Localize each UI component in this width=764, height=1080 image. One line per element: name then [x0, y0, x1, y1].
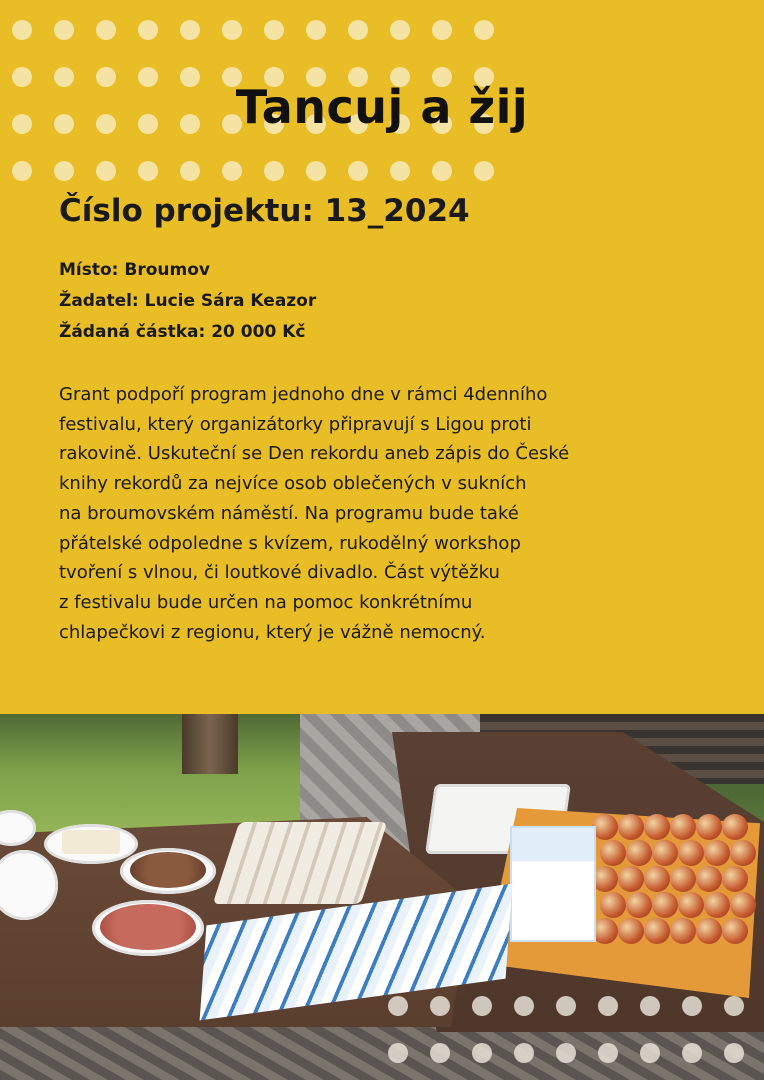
decorative-dot: [138, 161, 158, 181]
decorative-dot: [432, 161, 452, 181]
decorative-dot: [430, 996, 450, 1016]
decorative-dot: [138, 20, 158, 40]
photo-apple: [722, 918, 748, 944]
photo-apple: [618, 918, 644, 944]
photo-apple: [704, 892, 730, 918]
decorative-dot: [12, 20, 32, 40]
photo-cheese: [62, 830, 120, 854]
description-line: tvoření s vlnou, či loutkové divadlo. Část výtěžku: [59, 562, 500, 584]
decorative-dot: [682, 1043, 702, 1063]
photo-apple: [670, 814, 696, 840]
description-line: na broumovském náměstí. Na programu bude také: [59, 502, 519, 524]
project-meta: [59, 255, 316, 348]
decorative-dot: [222, 20, 242, 40]
decorative-dot: [96, 20, 116, 40]
decorative-dot: [724, 1043, 744, 1063]
decorative-dot: [472, 1043, 492, 1063]
decorative-dot: [640, 1043, 660, 1063]
photo-apple: [644, 814, 670, 840]
photo-apple: [600, 892, 626, 918]
project-description: [59, 380, 719, 647]
photo-apple: [652, 840, 678, 866]
description-line: knihy rekordů za nejvíce osob oblečených v sukních: [59, 473, 527, 495]
photo-apple: [678, 892, 704, 918]
decorative-dot: [54, 161, 74, 181]
decorative-dot: [390, 161, 410, 181]
photo-apple: [696, 866, 722, 892]
photo-apple: [722, 814, 748, 840]
photo-flyer-sign: [510, 826, 596, 942]
decorative-dot: [180, 20, 200, 40]
photo-apple: [644, 866, 670, 892]
photo-apple: [626, 892, 652, 918]
photo-apple: [670, 866, 696, 892]
photo-apple: [600, 840, 626, 866]
project-number: Číslo projektu: 13_2024: [59, 193, 470, 229]
photo-apple: [730, 840, 756, 866]
decorative-dot: [348, 161, 368, 181]
photo-apple: [696, 814, 722, 840]
event-photo: [0, 714, 764, 1080]
decorative-dot: [640, 996, 660, 1016]
decorative-dot: [390, 20, 410, 40]
photo-apple: [618, 866, 644, 892]
decorative-dot: [180, 161, 200, 181]
photo-apple: [670, 918, 696, 944]
meta-applicant: Žadatel: Lucie Sára Keazor: [59, 291, 317, 311]
description-line: z festivalu bude určen na pomoc konkrétnímu: [59, 591, 473, 613]
decorative-dot: [598, 996, 618, 1016]
decorative-dot: [306, 20, 326, 40]
decorative-dot: [432, 20, 452, 40]
decorative-dot: [472, 996, 492, 1016]
decorative-dot: [556, 996, 576, 1016]
decorative-dot: [556, 1043, 576, 1063]
decorative-dot: [54, 20, 74, 40]
decorative-dot: [724, 996, 744, 1016]
photo-apple: [696, 918, 722, 944]
photo-apple: [704, 840, 730, 866]
decorative-dot: [430, 1043, 450, 1063]
decorative-dot: [514, 1043, 534, 1063]
photo-apple: [618, 814, 644, 840]
meta-place: Místo: Broumov: [59, 260, 210, 280]
description-line: festivalu, který organizátorky připravují s Ligou proti: [59, 413, 532, 435]
decorative-dot: [474, 161, 494, 181]
photo-apple: [644, 918, 670, 944]
page-title: Tancuj a žij: [235, 80, 529, 134]
description-line: Grant podpoří program jednoho dne v rámci 4denního: [59, 384, 548, 405]
decorative-dot: [388, 996, 408, 1016]
decorative-dot: [222, 161, 242, 181]
photo-meat: [130, 852, 206, 888]
decorative-dot: [264, 161, 284, 181]
decorative-dot: [264, 20, 284, 40]
photo-apple: [722, 866, 748, 892]
decorative-dot: [12, 161, 32, 181]
decorative-dot: [388, 1043, 408, 1063]
photo-apple: [626, 840, 652, 866]
description-line: chlapečkovi z regionu, který je vážně nemocný.: [59, 621, 486, 643]
photo-dessert-glasses: [213, 822, 388, 904]
decorative-dot: [474, 20, 494, 40]
decorative-dot: [682, 996, 702, 1016]
photo-tree-trunk: [182, 714, 238, 774]
decorative-dot: [598, 1043, 618, 1063]
meta-amount: Žádaná částka: 20 000 Kč: [59, 322, 306, 342]
photo-salami: [100, 904, 196, 950]
photo-apple: [652, 892, 678, 918]
description-line: rakovině. Uskuteční se Den rekordu aneb zápis do České: [59, 443, 570, 465]
description-line: přátelské odpoledne s kvízem, rukodělný workshop: [59, 532, 521, 554]
decorative-dot: [96, 161, 116, 181]
decorative-dot: [348, 20, 368, 40]
decorative-dot: [514, 996, 534, 1016]
decorative-dot: [306, 161, 326, 181]
photo-apple: [678, 840, 704, 866]
photo-apple: [730, 892, 756, 918]
